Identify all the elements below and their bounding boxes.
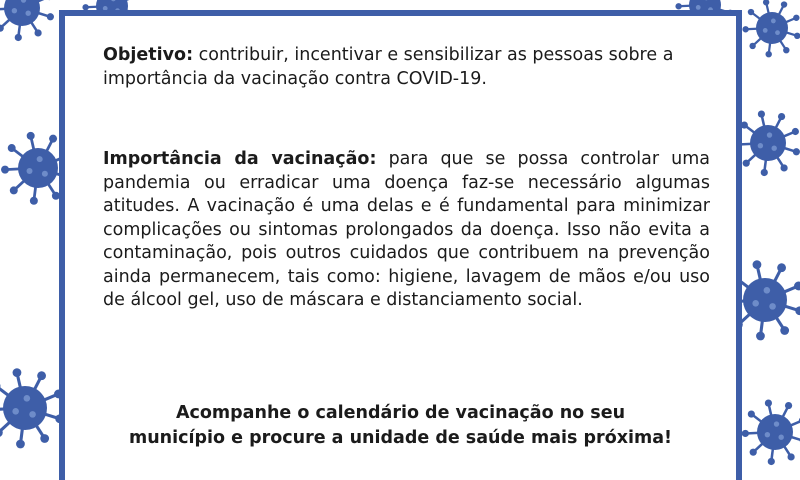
importancia-text: para que se possa controlar uma pandemia ou erradicar uma doença faz-se necessário algumas atitudes. A vacinação é uma delas e é fundamental para minimizar complicações ou sintomas prolongados da doença. Isso não evita a contaminação, pois outros cuidados que contribuem na prevenção ainda permanecem, tais como: higiene, lavagem de mãos e/ou uso de álcool gel, uso de máscara e distanciamento social.: [103, 149, 710, 310]
importancia-paragraph: [103, 148, 710, 313]
objetivo-text: contribuir, incentivar e sensibilizar as pessoas sobre a importância da vacinação contra COVID-19.: [103, 45, 674, 89]
call-to-action: [65, 401, 736, 451]
objetivo-label: Objetivo:: [103, 45, 194, 65]
cta-line-1: Acompanhe o calendário de vacinação no seu: [175, 403, 626, 423]
objetivo-paragraph: [103, 44, 710, 91]
cta-line-2: município e procure a unidade de saúde mais próxima!: [128, 428, 673, 448]
virus-icon: [742, 0, 800, 57]
info-card: [59, 10, 742, 480]
virus-icon: [735, 110, 800, 176]
virus-icon: [742, 399, 800, 465]
virus-icon: [0, 0, 54, 41]
importancia-label: Importância da vacinação:: [103, 149, 377, 169]
virus-icon: [0, 368, 64, 448]
